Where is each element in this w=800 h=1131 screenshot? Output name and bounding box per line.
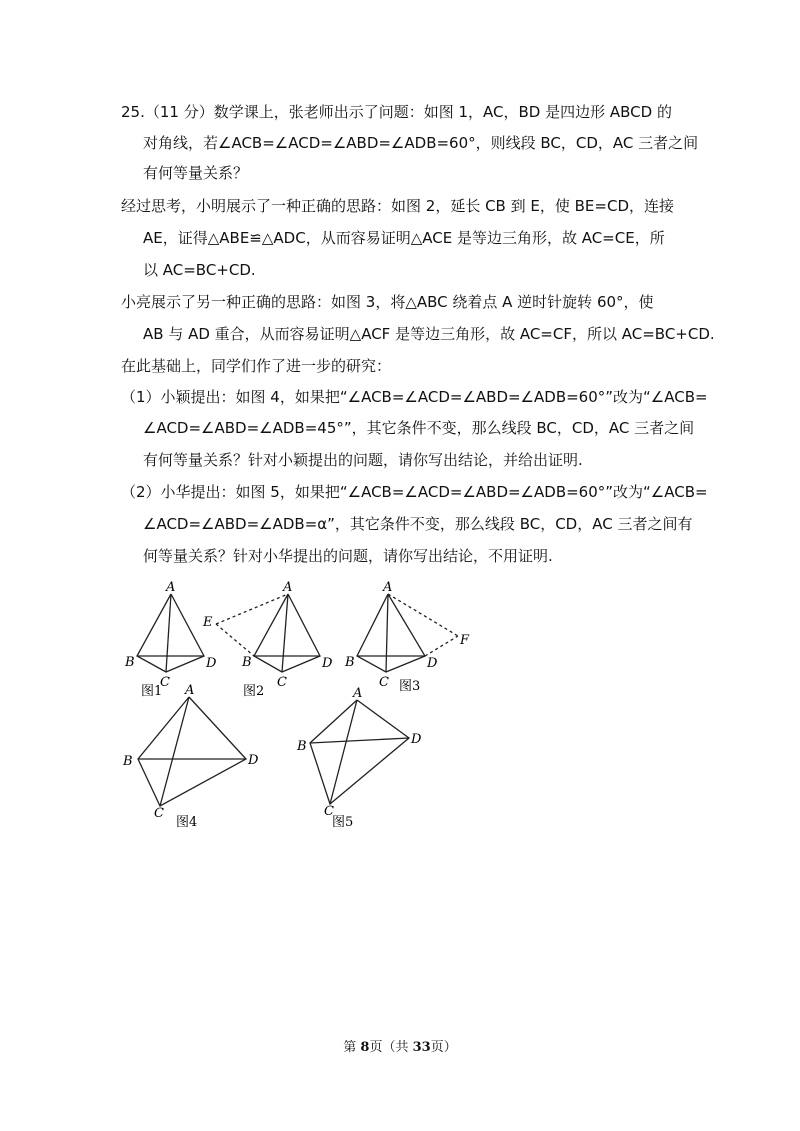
fig3-label-F: F <box>460 633 470 648</box>
fig2-label-D: D <box>322 656 333 671</box>
text-line-15: 何等量关系？针对小华提出的问题，请你写出结论，不用证明. <box>143 547 553 565</box>
fig2-caption: 图2 <box>243 684 265 699</box>
footer-suffix: 页） <box>430 1040 457 1055</box>
text-line-6: 以 AC=BC+CD. <box>143 261 256 279</box>
fig2-label-B: B <box>242 655 252 670</box>
fig4-label-B: B <box>123 754 133 769</box>
text-line-4: 经过思考，小明展示了一种正确的思路：如图 2，延长 CB 到 E，使 BE=CD，连接 <box>121 197 674 215</box>
text-line-8: AB 与 AD 重合，从而容易证明△ACF 是等边三角形，故 AC=CF，所以 AC=BC+CD. <box>143 325 715 343</box>
fig4-label-A: A <box>185 683 195 698</box>
fig3-label-D: D <box>427 656 438 671</box>
footer-total-pages: 33 <box>412 1040 431 1055</box>
fig4-label-D: D <box>248 753 259 768</box>
fig5-label-B: B <box>297 739 307 754</box>
fig3-label-A: A <box>383 580 393 595</box>
fig5-label-A: A <box>353 686 363 701</box>
text-line-12: 有何等量关系？针对小颖提出的问题，请你写出结论，并给出证明. <box>143 451 583 469</box>
figure-5 <box>310 700 409 804</box>
footer-page-number: 8 <box>360 1040 370 1055</box>
text-line-7: 小亮展示了另一种正确的思路：如图 3，将△ABC 绕着点 A 逆时针旋转 60°，使 <box>121 293 654 311</box>
fig1-label-B: B <box>125 655 135 670</box>
fig4-caption: 图4 <box>176 815 198 830</box>
footer-prefix: 第 <box>343 1040 361 1055</box>
fig4-label-C: C <box>154 806 164 821</box>
fig3-caption: 图3 <box>399 679 421 694</box>
fig3-label-C: C <box>379 675 389 690</box>
figure-2 <box>216 594 320 672</box>
text-line-3: 有何等量关系？ <box>143 164 249 182</box>
text-line-9: 在此基础上，同学们作了进一步的研究： <box>121 357 392 375</box>
fig1-label-C: C <box>160 675 170 690</box>
fig1-caption: 图1 <box>141 684 163 699</box>
text-line-11: ∠ACD=∠ABD=∠ADB=45°”，其它条件不变，那么线段 BC，CD，AC 三者之间 <box>143 419 695 437</box>
fig5-label-D: D <box>411 732 422 747</box>
text-line-13: （2）小华提出：如图 5，如果把“∠ACB=∠ACD=∠ABD=∠ADB=60°”改为“∠ACB= <box>121 483 708 501</box>
fig5-label-C: C <box>324 804 334 819</box>
page-footer <box>0 1036 800 1055</box>
figure-3 <box>357 594 458 672</box>
fig2-label-C: C <box>277 675 287 690</box>
figure-1 <box>137 594 204 672</box>
text-line-2: 对角线，若∠ACB=∠ACD=∠ABD=∠ADB=60°，则线段 BC，CD，AC 三者之间 <box>143 134 699 152</box>
footer-middle: 页（共 <box>369 1040 413 1055</box>
fig1-label-A: A <box>166 580 176 595</box>
figure-4 <box>138 697 246 806</box>
fig2-label-E: E <box>203 615 213 630</box>
text-line-14: ∠ACD=∠ABD=∠ADB=α”，其它条件不变，那么线段 BC，CD，AC 三者之间有 <box>143 515 693 533</box>
fig1-label-D: D <box>206 656 217 671</box>
text-line-1: 25.（11 分）数学课上，张老师出示了问题：如图 1，AC，BD 是四边形 ABCD 的 <box>121 103 672 121</box>
text-line-5: AE，证得△ABE≌△ADC，从而容易证明△ACE 是等边三角形，故 AC=CE，所 <box>143 229 665 247</box>
text-line-10: （1）小颖提出：如图 4，如果把“∠ACB=∠ACD=∠ABD=∠ADB=60°”改为“∠ACB= <box>121 388 708 406</box>
fig5-caption: 图5 <box>332 815 354 830</box>
fig2-label-A: A <box>283 580 293 595</box>
fig3-label-B: B <box>345 655 355 670</box>
